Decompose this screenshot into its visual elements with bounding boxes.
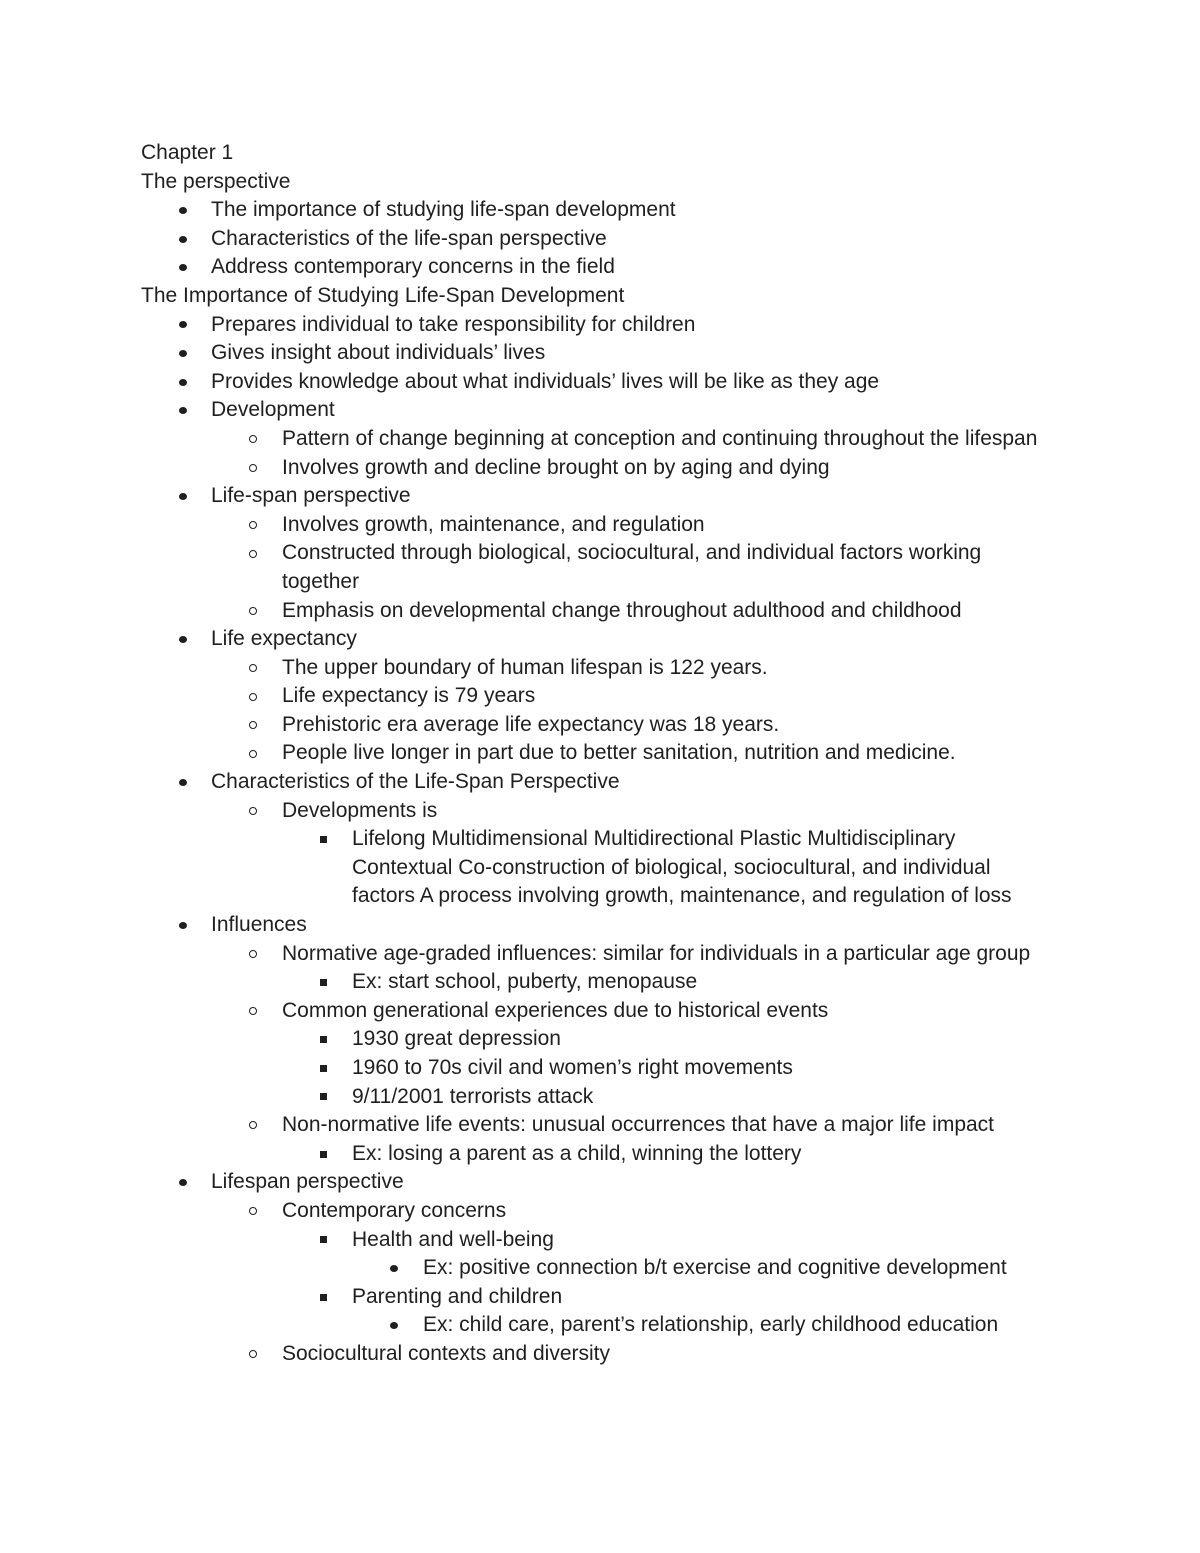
circle-bullet-icon — [246, 539, 260, 568]
list-item — [141, 768, 1141, 797]
heading-line — [141, 139, 1141, 168]
line-text: factors A process involving growth, maintenance, and regulation of loss — [352, 884, 1012, 908]
list-item — [141, 425, 1141, 454]
line-text: Prehistoric era average life expectancy was 18 years. — [282, 712, 780, 736]
line-text: Common generational experiences due to historical events — [282, 998, 829, 1022]
line-text: Sociocultural contexts and diversity — [282, 1341, 610, 1365]
line-text: together — [282, 569, 360, 593]
list-item — [141, 482, 1141, 511]
dot-bullet-icon — [176, 253, 190, 282]
list-item — [141, 597, 1141, 626]
line-text: Involves growth and decline brought on by aging and dying — [282, 455, 830, 479]
circle-bullet-icon — [246, 997, 260, 1026]
line-text: Life expectancy is 79 years — [282, 684, 536, 708]
line-text: Developments is — [282, 798, 438, 822]
list-item — [141, 968, 1141, 997]
circle-bullet-icon — [246, 454, 260, 483]
list-item — [141, 1197, 1141, 1226]
line-text: Contextual Co-construction of biological, sociocultural, and individual — [352, 855, 991, 879]
line-text: Characteristics of the Life-Span Perspective — [211, 770, 620, 794]
list-item — [141, 654, 1141, 683]
square-bullet-icon — [316, 1083, 330, 1112]
list-item — [141, 539, 1141, 568]
dot-bullet-icon — [176, 396, 190, 425]
line-text: Parenting and children — [352, 1284, 563, 1308]
line-text: Involves growth, maintenance, and regulation — [282, 512, 705, 536]
line-text: Influences — [211, 913, 307, 937]
list-item — [141, 711, 1141, 740]
dot-bullet-icon — [176, 768, 190, 797]
line-text: Normative age-graded influences: similar for individuals in a particular age group — [282, 941, 1031, 965]
list-item — [141, 1025, 1141, 1054]
line-text: Prepares individual to take responsibility for children — [211, 312, 696, 336]
circle-bullet-icon — [246, 511, 260, 540]
list-item — [141, 625, 1141, 654]
dot-bullet-icon — [176, 225, 190, 254]
line-text: Life expectancy — [211, 627, 357, 651]
line-text: Characteristics of the life-span perspective — [211, 226, 607, 250]
circle-bullet-icon — [246, 425, 260, 454]
list-item — [141, 1083, 1141, 1112]
list-item — [141, 1254, 1141, 1283]
line-text: The Importance of Studying Life-Span Development — [141, 283, 625, 307]
line-text: Lifespan perspective — [211, 1170, 404, 1194]
list-item — [141, 1140, 1141, 1169]
circle-bullet-icon — [246, 797, 260, 826]
dot-bullet-icon — [176, 482, 190, 511]
line-text: The perspective — [141, 169, 291, 193]
list-item — [141, 797, 1141, 826]
line-text: 9/11/2001 terrorists attack — [352, 1084, 594, 1108]
list-item — [141, 196, 1141, 225]
dot-bullet-icon — [176, 1168, 190, 1197]
line-text: Ex: child care, parent’s relationship, early childhood education — [423, 1313, 999, 1337]
line-text: Lifelong Multidimensional Multidirectional Plastic Multidisciplinary — [352, 827, 956, 851]
list-item — [141, 1168, 1141, 1197]
list-item — [141, 682, 1141, 711]
circle-bullet-icon — [246, 1197, 260, 1226]
list-item — [141, 225, 1141, 254]
list-item — [141, 911, 1141, 940]
circle-bullet-icon — [246, 940, 260, 969]
square-bullet-icon — [316, 1140, 330, 1169]
line-text: Development — [211, 398, 335, 422]
circle-bullet-icon — [246, 711, 260, 740]
circle-bullet-icon — [246, 597, 260, 626]
list-item — [141, 311, 1141, 340]
circle-bullet-icon — [246, 739, 260, 768]
list-item — [141, 339, 1141, 368]
list-item — [141, 825, 1141, 854]
line-text: The importance of studying life-span development — [211, 198, 676, 222]
dot-bullet-icon — [176, 625, 190, 654]
line-text: Emphasis on developmental change throughout adulthood and childhood — [282, 598, 962, 622]
line-text: Ex: start school, puberty, menopause — [352, 970, 698, 994]
list-item — [141, 1340, 1141, 1369]
line-text: Life-span perspective — [211, 484, 411, 508]
line-text: Non-normative life events: unusual occurrences that have a major life impact — [282, 1113, 995, 1137]
line-text: Address contemporary concerns in the field — [211, 255, 615, 279]
dot-bullet-icon — [176, 311, 190, 340]
list-item — [141, 1311, 1141, 1340]
list-item — [141, 1226, 1141, 1255]
list-item — [141, 1054, 1141, 1083]
circle-bullet-icon — [246, 1111, 260, 1140]
circle-bullet-icon — [246, 682, 260, 711]
list-item — [141, 940, 1141, 969]
list-item — [141, 454, 1141, 483]
heading-line — [141, 168, 1141, 197]
square-bullet-icon — [316, 825, 330, 854]
square-bullet-icon — [316, 1283, 330, 1312]
line-text: People live longer in part due to better sanitation, nutrition and medicine. — [282, 741, 956, 765]
list-item — [141, 997, 1141, 1026]
circle-bullet-icon — [246, 654, 260, 683]
line-text: Ex: losing a parent as a child, winning the lottery — [352, 1141, 802, 1165]
list-item — [141, 739, 1141, 768]
list-item — [141, 854, 1141, 883]
dot-bullet-icon — [387, 1254, 401, 1283]
line-text: Health and well-being — [352, 1227, 554, 1251]
line-text: Contemporary concerns — [282, 1198, 507, 1222]
list-item — [141, 1111, 1141, 1140]
dot-bullet-icon — [176, 196, 190, 225]
heading-line — [141, 282, 1141, 311]
list-item — [141, 253, 1141, 282]
line-text: Pattern of change beginning at conception and continuing throughout the lifespan — [282, 426, 1038, 450]
line-text: Constructed through biological, sociocultural, and individual factors working — [282, 541, 982, 565]
dot-bullet-icon — [387, 1311, 401, 1340]
line-text: 1960 to 70s civil and women’s right movements — [352, 1056, 793, 1079]
line-text: Ex: positive connection b/t exercise and cognitive development — [423, 1256, 1007, 1280]
dot-bullet-icon — [176, 339, 190, 368]
dot-bullet-icon — [176, 368, 190, 397]
line-text: Chapter 1 — [141, 141, 234, 164]
list-item — [141, 368, 1141, 397]
line-text: 1930 great depression — [352, 1027, 561, 1051]
square-bullet-icon — [316, 968, 330, 997]
list-item — [141, 396, 1141, 425]
square-bullet-icon — [316, 1226, 330, 1255]
list-item — [141, 511, 1141, 540]
list-item — [141, 568, 1141, 597]
line-text: Gives insight about individuals’ lives — [211, 341, 546, 365]
square-bullet-icon — [316, 1025, 330, 1054]
list-item — [141, 1283, 1141, 1312]
line-text: The upper boundary of human lifespan is 122 years. — [282, 655, 768, 679]
line-text: Provides knowledge about what individuals’ lives will be like as they age — [211, 369, 880, 393]
dot-bullet-icon — [176, 911, 190, 940]
document-body — [141, 139, 1141, 1369]
square-bullet-icon — [316, 1054, 330, 1083]
circle-bullet-icon — [246, 1340, 260, 1369]
list-item — [141, 882, 1141, 911]
